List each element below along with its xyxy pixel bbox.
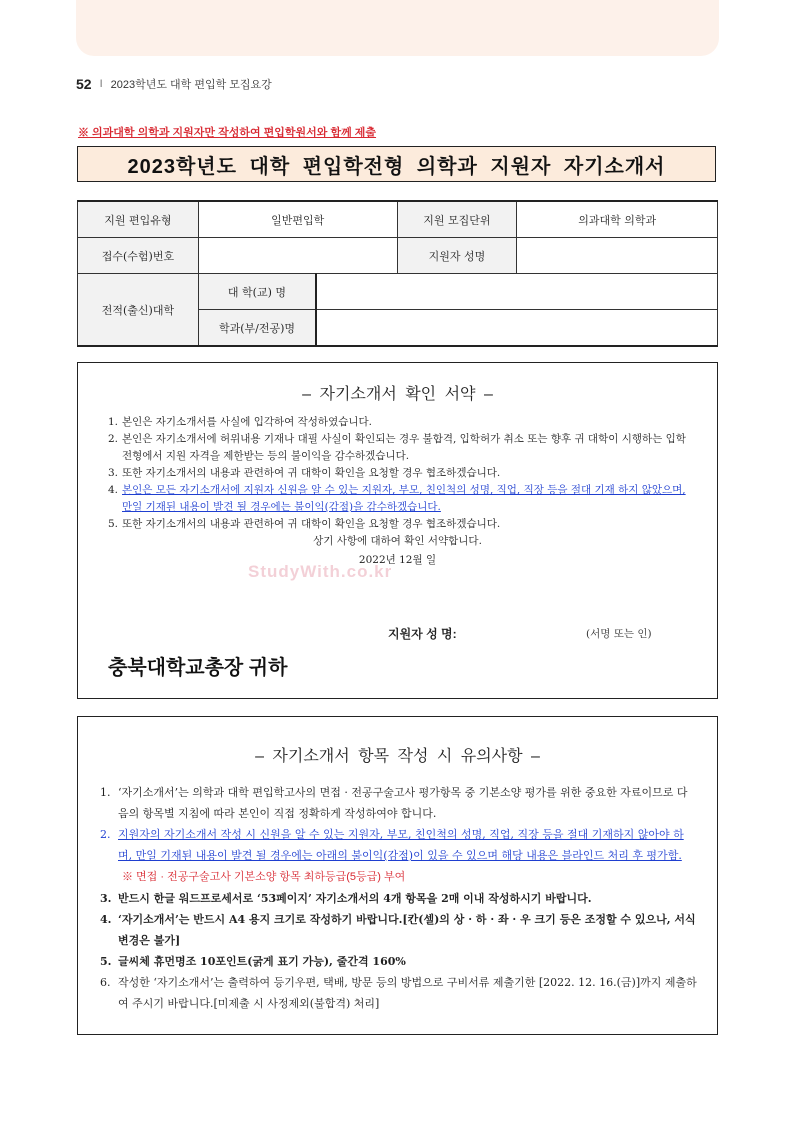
- applicant-info-table: [77, 200, 718, 347]
- type-label: 지원 편입유형: [78, 201, 199, 238]
- dept-value[interactable]: [316, 310, 717, 347]
- guide-item: 3. 반드시 한글 워드프로세서로 ‘53페이지’ 자기소개서의 4개 항목을 2매 이내 작성하시기 바랍니다.: [100, 892, 592, 905]
- receipt-value[interactable]: [198, 238, 397, 274]
- guide-item: 5. 글씨체 휴먼명조 10포인트(굵게 표기 가능), 줄간격 160%: [100, 955, 406, 968]
- sign-label: 지원자 성 명:: [388, 627, 457, 641]
- guide-list: [78, 782, 717, 1014]
- guide-box: [77, 716, 718, 1035]
- page-header: [76, 76, 272, 92]
- pledge-box: [77, 362, 718, 699]
- submission-notice: ※ 의과대학 의학과 지원자만 작성하여 편입학원서와 함께 제출: [78, 127, 377, 139]
- unit-label: 지원 모집단위: [397, 201, 517, 238]
- pledge-list: [78, 414, 717, 533]
- pledge-item: 1. 본인은 자기소개서를 사실에 입각하여 작성하였습니다.: [108, 416, 372, 428]
- guide-item: 1. ‘자기소개서’는 의학과 대학 편입학고사의 면접 · 전공구술고사 평가항목 중 기본소양 평가를 위한 중요한 자료이므로 다음의 항목별 지침에 따라 본인이 직접 정확하게 작성하여야 합니다.: [100, 786, 688, 820]
- guide-penalty-note: ※ 면접 · 전공구술고사 기본소양 항목 최하등급(5등급) 부여: [122, 871, 406, 883]
- univ-label: 대 학(교) 명: [198, 274, 316, 310]
- school-label: 전적(출신)대학: [78, 274, 199, 347]
- dept-label: 학과(부/전공)명: [198, 310, 316, 347]
- pledge-confirm: 상기 사항에 대하여 확인 서약합니다.: [313, 535, 482, 547]
- unit-value[interactable]: 의과대학 의학과: [517, 201, 718, 238]
- guide-item: 2. 지원자의 자기소개서 작성 시 신원을 알 수 있는 지원자, 부모, 친인척의 성명, 직업, 직장 등을 절대 기재하지 않아야 하며, 만일 기재된 내용이 발견 될 경우에는 아래의 불이익(감점)이 있을 수 있으며 해당 내용은 블라인드 처리 후 평가함. ※ 면접 · 전공구술고사 기본소양 항목 최하등급(5등급) 부여: [100, 828, 684, 883]
- pledge-title: – 자기소개서 확인 서약 –: [302, 386, 493, 403]
- sign-hint: (서명 또는 인): [586, 628, 652, 640]
- header-separator: I: [99, 78, 103, 90]
- name-label: 지원자 성명: [397, 238, 517, 274]
- receipt-label: 접수(수험)번호: [78, 238, 199, 274]
- type-value[interactable]: 일반편입학: [198, 201, 397, 238]
- univ-value[interactable]: [316, 274, 717, 310]
- recipient: 충북대학교총장 귀하: [108, 657, 288, 679]
- watermark: StudyWith.co.kr: [248, 562, 393, 581]
- pledge-item: 5. 또한 자기소개서의 내용과 관련하여 귀 대학이 확인을 요청할 경우 협조하겠습니다.: [108, 518, 501, 530]
- guide-item: 4. ‘자기소개서’는 반드시 A4 용지 크기로 작성하기 바랍니다.[칸(셀)의 상 · 하 · 좌 · 우 크기 등은 조정할 수 있으나, 서식 변경은 불가]: [100, 913, 696, 947]
- form-title: 2023학년도 대학 편입학전형 의학과 지원자 자기소개서: [77, 146, 716, 182]
- pledge-item: 2. 본인은 자기소개서에 허위내용 기재나 대필 사실이 확인되는 경우 불합격, 입학허가 취소 또는 향후 귀 대학이 시행하는 입학전형에서 지원 자격을 제한받는 등의 불이익을 감수하겠습니다.: [108, 433, 686, 462]
- doc-title: 2023학년도 대학 편입학 모집요강: [110, 79, 272, 91]
- pledge-item: 3. 또한 자기소개서의 내용과 관련하여 귀 대학이 확인을 요청할 경우 협조하겠습니다.: [108, 467, 501, 479]
- guide-item: 6. 작성한 ‘자기소개서’는 출력하여 등기우편, 택배, 방문 등의 방법으로 구비서류 제출기한 [2022. 12. 16.(금)]까지 제출하여 주시기 바랍니다.[미제출 시 사정제외(불합격) 처리]: [100, 976, 697, 1010]
- pledge-item: 4. 본인은 모든 자기소개서에 지원자 신원을 알 수 있는 지원자, 부모, 친인척의 성명, 직업, 직장 등을 절대 기재 하지 않았으며, 만일 기재된 내용이 발견 될 경우에는 불이익(감점)을 감수하겠습니다.: [108, 484, 686, 513]
- pledge-date[interactable]: 2022년 12월 일: [358, 554, 437, 566]
- page-number: 52: [76, 76, 92, 92]
- guide-title: – 자기소개서 항목 작성 시 유의사항 –: [255, 748, 540, 765]
- name-value[interactable]: [517, 238, 718, 274]
- top-decorative-band: [76, 0, 719, 56]
